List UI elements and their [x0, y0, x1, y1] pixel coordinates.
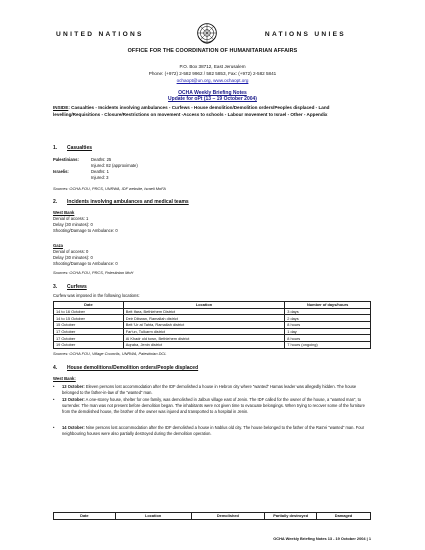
document-title: OCHA Weekly Briefing Notes — [178, 90, 247, 96]
curfew-date: 19 October — [54, 342, 124, 349]
ambulance-gaza-block — [53, 243, 118, 267]
curfew-table — [53, 301, 371, 349]
gaza-denial: Denial of access: 0 — [53, 248, 89, 254]
inside-contents-text: : Casualties - Incidents involving ambulances - Curfews - House demolition/Demolition orders/Peoples displaced - Land levelling/Requisitions - Closure/Restrictions on movement -Access to schools - Labour movement to Israel - Other - Appendix — [53, 105, 330, 117]
list-item — [53, 384, 371, 396]
bullet-date: 14 October: — [62, 425, 85, 430]
section-2-heading — [53, 199, 189, 205]
curfew-date: 14 to 16 October — [54, 308, 124, 315]
demolitions-header-partially-destroyed: Partially destroyed — [265, 513, 317, 520]
gaza-delay: Delay (30 minutes): 0 — [53, 254, 93, 260]
curfew-duration: 8 hours — [285, 335, 371, 342]
address-phone-fax: Phone: (+972) 2-582 9962 / 582 5853, Fax: (+972) 2-582 5841 — [148, 71, 277, 76]
section-2-sources: Sources: OCHA FOU, PRCS, Palestinian MoH — [53, 270, 134, 275]
section-2-number: 2. — [53, 199, 58, 205]
curfew-intro: Curfew was imposed in the following locations: — [53, 293, 140, 298]
demolitions-header-location: Location — [115, 513, 191, 520]
west-bank-label: West Bank — [53, 210, 75, 215]
section-4-heading — [53, 365, 198, 371]
un-name-french: NATIONS UNIES — [264, 31, 346, 38]
un-emblem-icon — [196, 22, 218, 44]
bullet-date: 13 October: — [62, 384, 85, 389]
section-3-heading — [53, 284, 87, 290]
curfew-header-duration: Number of days/hours — [285, 302, 371, 309]
curfew-duration: 1 day — [285, 328, 371, 335]
casualties-palestinian-injured-row — [53, 163, 138, 168]
table-row — [54, 322, 371, 329]
curfew-location: Beit Ifara, Bethlehem District — [123, 308, 284, 315]
casualties-palestinian-deaths-row — [53, 157, 111, 162]
curfew-duration: 3 days — [285, 308, 371, 315]
section-1-title: Casualties — [67, 145, 93, 151]
casualties-israeli-deaths-row — [53, 169, 109, 174]
inside-tag: INSIDE — [53, 105, 69, 110]
demolitions-header-date: Date — [54, 513, 116, 520]
palestinians-label: Palestinians: — [53, 157, 79, 162]
west-bank-shooting: Shooting/Damage to Ambulance: 0 — [53, 227, 118, 233]
bullet-text: A one-storey house, shelter for one family, was demolished in Jalbun village east of Jenin. The IDF called for the owner of the house, a “wanted man”, to surrender. The man was not present before demolition began. The inhabitants were not given time to evacuate belongings. When trying to recover some of the furniture from the demolished house, the brother of the owner was injured and transported to a hospital in Jenin. — [62, 397, 365, 414]
west-bank-denial: Denial of access: 1 — [53, 215, 89, 221]
curfew-table-header-row — [54, 302, 371, 309]
section-1-heading — [53, 145, 92, 151]
office-name: OFFICE FOR THE COORDINATION OF HUMANITARIAN AFFAIRS — [127, 48, 298, 54]
demolitions-table — [53, 512, 371, 520]
address-email-web-link[interactable]: ochaopt@un.org, www.ochaopt.org — [176, 78, 249, 83]
bullet-text: Eleven persons lost accommodation after the IDF demolished a house in Hebron city where “wanted” Hamas leader was allegedly hidden. The house belonged to the father-in-law of the “wanted” man. — [62, 384, 357, 395]
section-4-title: House demolitions/Demolition orders/People displaced — [67, 365, 199, 371]
ambulance-west-bank-block — [53, 210, 118, 234]
page-footer: OCHA Weekly Briefing Notes 13 - 19 October 2004 | 1 — [273, 536, 371, 541]
curfew-location: Deir Dibwan, Ramallah district — [123, 315, 284, 322]
bullet-date: 13 October: — [62, 397, 85, 402]
bullet-icon: • — [53, 384, 55, 389]
section-4-number: 4. — [53, 365, 58, 371]
curfew-location: Far'un, Tulkarm district — [123, 328, 284, 335]
curfew-header-date: Date — [54, 302, 124, 309]
bullet-icon: • — [53, 397, 55, 402]
curfew-duration: 2 days — [285, 315, 371, 322]
curfew-date: 14 to 15 October — [54, 315, 124, 322]
curfew-date: 15 October — [54, 322, 124, 329]
curfew-location: Al Khadr old town, Bethlehem district — [123, 335, 284, 342]
bullet-icon: • — [53, 425, 55, 430]
section-1-sources: Sources: OCHA FOU, PRCS, UNRWA, IDF website, Israeli MoFA — [53, 186, 166, 191]
table-row — [54, 335, 371, 342]
west-bank-region-label: West Bank: — [53, 376, 76, 381]
demolitions-header-damaged: Damaged — [317, 513, 371, 520]
table-row — [54, 342, 371, 349]
israeli-injured: Injured: 3 — [91, 175, 109, 180]
palestinian-injured: Injured: 82 (approximate) — [91, 163, 138, 168]
table-row — [54, 315, 371, 322]
bullet-text: Nine persons lost accommodation after the IDF demolished a house in Nablus old city. The house belonged to the father of the Ras'ei “wanted” man. Four neighbouring houses were also partially destroyed during the demolition operation. — [62, 425, 365, 436]
israeli-deaths: Deaths: 1 — [91, 169, 109, 174]
west-bank-delay: Delay (30 minutes): 0 — [53, 221, 93, 227]
section-1-number: 1. — [53, 145, 58, 151]
curfew-location: Aqraba, Jenin district — [123, 342, 284, 349]
list-item — [53, 425, 371, 437]
table-row — [54, 308, 371, 315]
demolitions-table-header-row — [54, 513, 371, 520]
inside-contents — [53, 105, 373, 118]
gaza-shooting: Shooting/Damage to Ambulance: 0 — [53, 260, 118, 266]
curfew-header-location: Location — [123, 302, 284, 309]
section-3-title: Curfews — [67, 284, 87, 290]
address-po-box: P.O. Box 38712, East Jerusalem — [179, 64, 246, 69]
un-name-english: UNITED NATIONS — [56, 31, 144, 38]
document-subtitle: Update for oPt (13 – 19 October 2004) — [168, 96, 257, 102]
israelis-label: Israelis: — [53, 169, 69, 174]
curfew-duration: 7 hours (ongoing) — [285, 342, 371, 349]
demolitions-header-demolished: Demolished — [191, 513, 265, 520]
casualties-israeli-injured-row — [53, 175, 108, 180]
gaza-label: Gaza — [53, 243, 64, 248]
curfew-location: Beit 'Ur at Tahta, Ramallah district — [123, 322, 284, 329]
list-item — [53, 397, 371, 414]
curfew-date: 17 October — [54, 328, 124, 335]
section-3-number: 3. — [53, 284, 58, 290]
section-2-title: Incidents involving ambulances and medical teams — [67, 199, 189, 205]
palestinian-deaths: Deaths: 25 — [91, 157, 112, 162]
curfew-date: 17 October — [54, 335, 124, 342]
section-3-sources: Sources: OCHA FOU, Village Councils, UNRWA, Palestinian DCL — [53, 351, 167, 356]
table-row — [54, 328, 371, 335]
curfew-duration: 8 hours — [285, 322, 371, 329]
